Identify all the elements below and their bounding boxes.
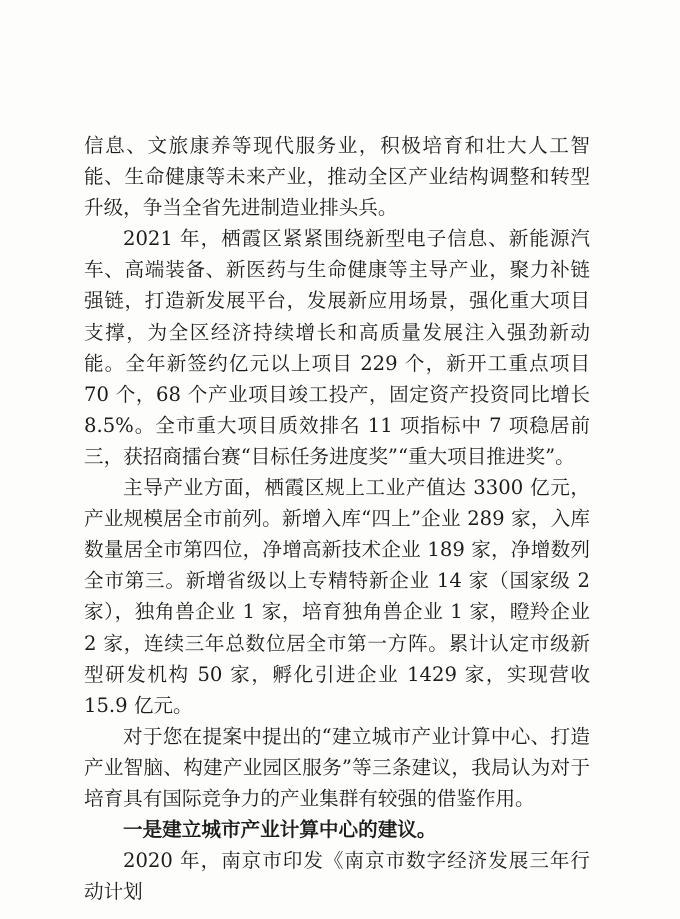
- paragraph-2020-plan: 2020 年，南京市印发《南京市数字经济发展三年行动计划: [84, 849, 590, 904]
- paragraph-2021-overview: 2021 年，栖霞区紧紧围绕新型电子信息、新能源汽车、高端装备、新医药与生命健康等主导产业，聚力补链强链，打造新发展平台，发展新应用场景，强化重大项目支撑，为全区经济持续增长和高质量发展注入强劲新动能。全年新签约亿元以上项目 229 个，新开工重点项目 70 个，68 个产业项目竣工投产，固定资产投资同比增长 8.5%。全市重大项目质效排名 11 项指标中 7 项稳居前三，获招商擂台赛“目标任务进度奖”“重大项目推进奖”。: [84, 227, 590, 468]
- paragraph-leading-industries: 主导产业方面，栖霞区规上工业产值达 3300 亿元，产业规模居全市前列。新增入库“四上”企业 289 家，入库数量居全市第四位，净增高新技术企业 189 家，净增数列全市第三。新增省级以上专精特新企业 14 家（国家级 2 家），独角兽企业 1 家，培育独角兽企业 1 家，瞪羚企业 2 家，连续三年总数位居全市第一方阵。累计认定市级新型研发机构 50 家，孵化引进企业 1429 家，实现营收 15.9 亿元。: [84, 476, 590, 717]
- paragraph-proposal-response: 对于您在提案中提出的“建立城市产业计算中心、打造产业智脑、构建产业园区服务”等三条建议，我局认为对于培育具有国际竞争力的产业集群有较强的借鉴作用。: [84, 724, 590, 810]
- section-heading: 一是建立城市产业计算中心的建议。: [123, 818, 437, 842]
- paragraph-continued: 信息、文旅康养等现代服务业，积极培育和壮大人工智能、生命健康等未来产业，推动全区产业结构调整和转型升级，争当全省先进制造业排头兵。: [84, 134, 590, 220]
- body-text: [84, 130, 590, 907]
